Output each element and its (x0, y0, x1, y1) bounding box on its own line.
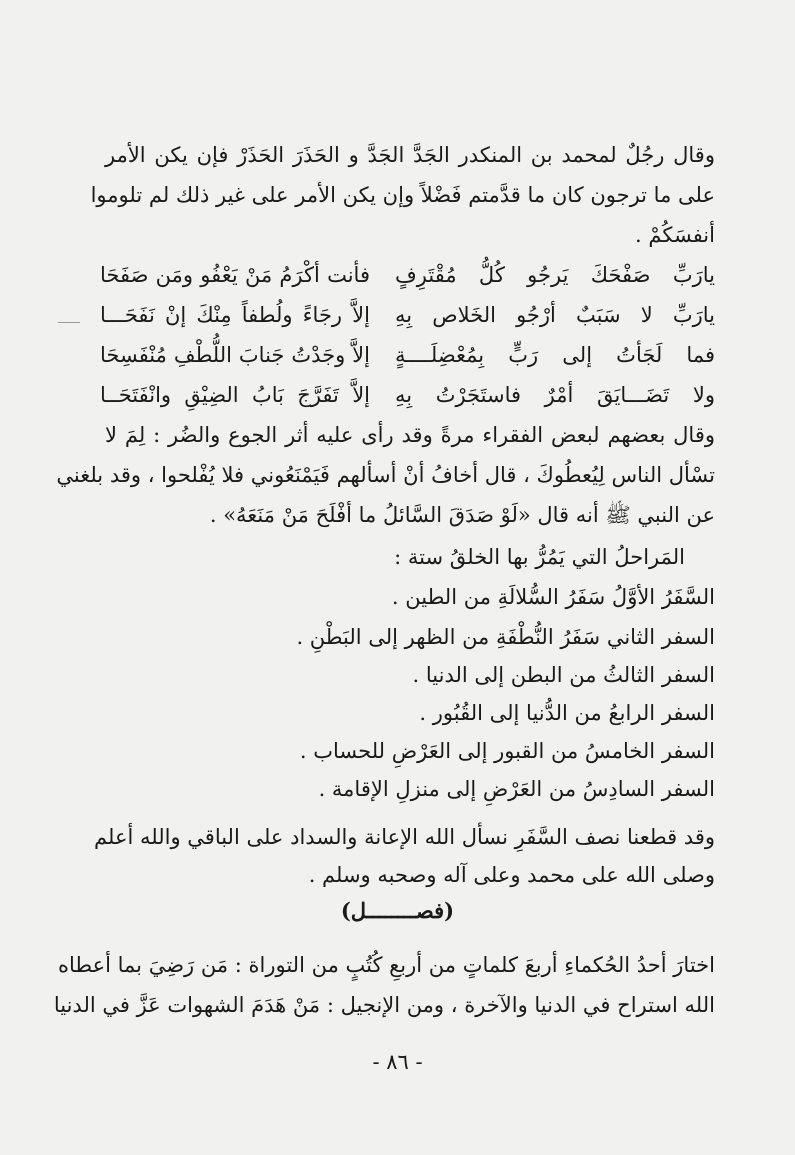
stages-intro: المَراحلُ التي يَمُرُّ بها الخلقُ ستة : (394, 545, 685, 569)
verse-second-half: فأنت أكْرَمُ مَنْ يَعْفُو ومَن صَفَحَا (100, 263, 370, 287)
page-number: - ٨٦ - (372, 1050, 423, 1074)
stage-item: السفر الرابعُ من الدُّنيا إلى القُبُور . (419, 701, 715, 725)
stage-item: السفر السادِسُ من العَرْضِ إلى منزلِ الإقامة . (318, 777, 715, 801)
closing-line: وصلى الله على محمد وعلى آله وصحبه وسلم . (308, 863, 715, 887)
margin-mark (58, 322, 80, 323)
paragraph-line: أنفسَكُمْ . (635, 223, 715, 247)
stage-item: السفر الخامسُ من القبور إلى العَرْضِ للحساب . (299, 739, 715, 763)
paragraph-line: تسْأل الناس لِيُعطُوكَ ، قال أخافُ أنْ أسألهم فَيَمْنَعُوني فلا يُفْلحوا ، وقد بلغني (56, 463, 715, 487)
stage-item: السفر الثاني سَفَرُ النُّطْفَةِ من الظهر إلى البَطْنِ . (296, 625, 715, 649)
poem-verse (100, 300, 715, 330)
paragraph-line: وقال رجُلٌ لمحمد بن المنكدر الجَدَّ الجَدَّ و الحَذَرَ الحَذَرْ فإن يكن الأمر (105, 143, 715, 167)
verse-first-half: فما لَجَأتُ إلى رَبٍّ بِمُعْضِلَــــةٍ (395, 343, 715, 367)
verse-second-half: إلاَّ تَفَرَّجَ بَابُ الضِيْقِ وانْفَتَحَــا (100, 383, 370, 407)
closing-line: وقد قطعنا نصف السَّفَرِ نسأل الله الإعانة والسداد على الباقي والله أعلم (94, 825, 715, 849)
poem-verse (100, 340, 715, 370)
verse-second-half: إلاَّ وجَدْتُ جَنابَ اللُّطْفِ مُنْفَسِحَا (100, 343, 370, 367)
paragraph-line: وقال بعضهم لبعض الفقراء مرةً وقد رأى عليه أثر الجوع والضُر : لِمَ لا (105, 423, 715, 447)
paragraph-line: اختارَ أحدُ الحُكماءِ أربعَ كلماتٍ من أربعِ كُتُبٍ من التوراة : مَن رَضِيَ بما أعطاه (57, 953, 715, 977)
section-title: (فصــــــــل) (340, 898, 455, 923)
verse-second-half: إلاَّ رجَاءً ولُطفاً مِنْكَ إنْ نَفَحَـــا (100, 303, 370, 327)
stage-item: السَّفَرُ الأوَّلُ سَفَرُ السُّلالَةِ من الطين . (391, 585, 715, 609)
verse-first-half: يارَبِّ لا سَبَبٌ أرْجُو الخَلاص بِهِ (395, 303, 715, 327)
paragraph-line: عن النبي ﷺ أنه قال «لَوْ صَدَقَ السَّائلُ ما أفْلَحَ مَنْ مَنَعَهُ» . (209, 503, 715, 527)
stage-item: السفر الثالثُ من البطن إلى الدنيا . (412, 663, 715, 687)
verse-first-half: ولا تَضَـــايَقَ أمْرٌ فاستَجَرْتُ بِهِ (395, 383, 715, 407)
verse-first-half: يارَبِّ صَفْحَكَ يَرجُو كُلُّ مُقْتَرِفٍ (395, 263, 715, 287)
poem-verse (100, 260, 715, 290)
paragraph-line: الله استراح في الدنيا والآخرة ، ومن الإنجيل : مَنْ هَدَمَ الشهوات عَزَّ في الدنيا (53, 993, 715, 1017)
paragraph-line: على ما ترجون كان ما قدَّمتم فَضْلاً وإن يكن الأمر على غير ذلك لم تلوموا (90, 183, 715, 207)
poem-verse (100, 380, 715, 410)
